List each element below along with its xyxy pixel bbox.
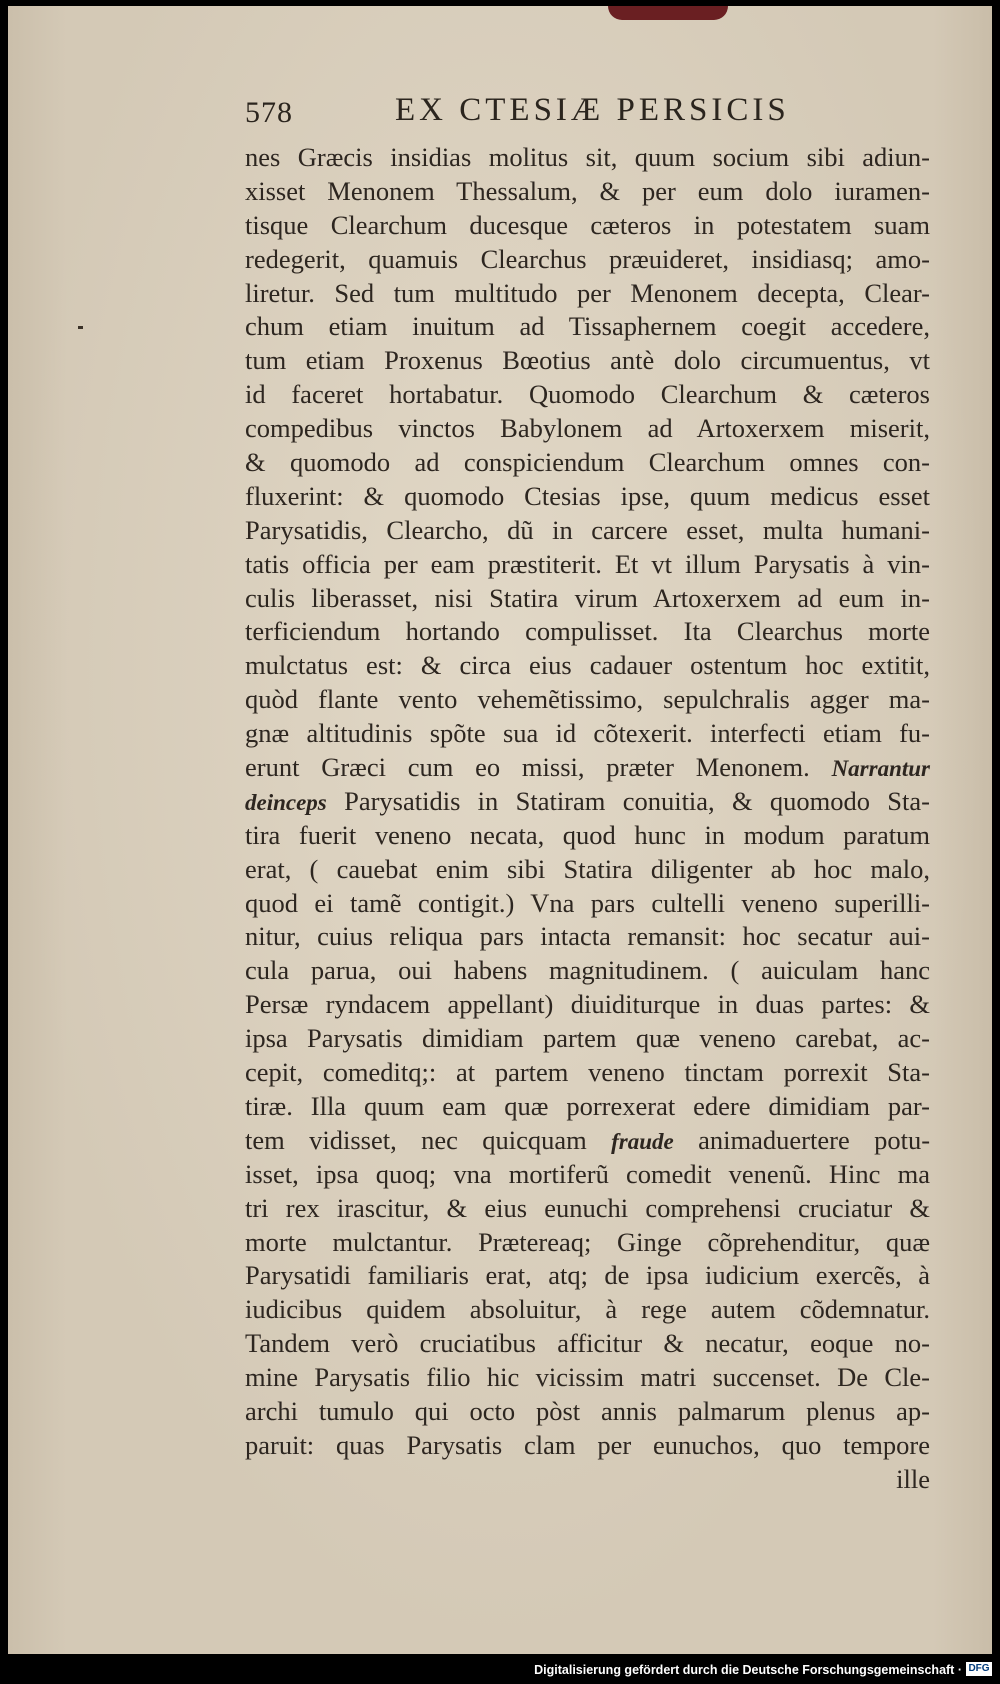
binding-stain: [608, 6, 728, 20]
text-line: paruit: quas Parysatis clam per eunuchos, quo tempore: [245, 1429, 930, 1460]
text-line: mine Parysatis filio hic vicissim matri succenset. De Cle-: [245, 1362, 930, 1393]
text-line: liretur. Sed tum multitudo per Menonem decepta, Clear-: [245, 277, 930, 308]
text-line: isset, ipsa quoq; vna mortiferũ comedit venenũ. Hinc ma: [245, 1158, 930, 1189]
text-line: mulctatus est: & circa eius cadauer ostentum hoc extitit,: [245, 650, 930, 681]
text-line: cepit, comeditq;: at partem veneno tinctam porrexit Sta-: [245, 1057, 930, 1088]
text-line: compedibus vinctos Babylonem ad Artoxerxem miserit,: [245, 413, 930, 444]
text-line: archi tumulo qui octo pòst annis palmarum plenus ap-: [245, 1395, 930, 1426]
text-line: nes Græcis insidias molitus sit, quum socium sibi adiun-: [245, 142, 930, 172]
body-text: [245, 141, 930, 1497]
italic-word: fraude: [611, 1128, 674, 1154]
italic-word: deinceps: [245, 789, 327, 815]
text-line: tiræ. Illa quum eam quæ porrexerat edere dimidiam par-: [245, 1090, 930, 1121]
text-line: terficiendum hortando compulisset. Ita Clearchus morte: [245, 616, 930, 647]
text-fragment: tem vidisset, nec quicquam: [245, 1124, 587, 1155]
funding-credit: Digitalisierung gefördert durch die Deutsche Forschungsgemeinschaft ·: [534, 1663, 962, 1677]
italic-word: Narrantur: [831, 756, 930, 782]
text-line: tri rex irascitur, & eius eunuchi comprehensi cruciatur &: [245, 1192, 930, 1223]
text-fragment: Parysatidis in Statiram conuitia, & quomodo Sta-: [344, 785, 930, 816]
text-line-with-italic: [245, 785, 930, 819]
text-line: Parysatidi familiaris erat, atq; de ipsa iudicium exercẽs, à: [245, 1260, 930, 1291]
text-line: Tandem verò cruciatibus afficitur & necatur, eoque no-: [245, 1328, 930, 1359]
text-line: chum etiam inuitum ad Tissaphernem coegit accedere,: [245, 311, 930, 342]
text-line-with-italic: [245, 1124, 930, 1158]
text-line: gnæ altitudinis spõte sua id cõtexerit. interfecti etiam fu-: [245, 718, 930, 749]
text-fragment: animaduertere potu-: [698, 1124, 931, 1155]
dfg-logo-icon: DFG: [966, 1662, 992, 1676]
text-line: redegerit, quamuis Clearchus præuideret, insidiasq; amo-: [245, 243, 930, 274]
text-line: morte mulctantur. Prætereaq; Ginge cõprehenditur, quæ: [245, 1226, 930, 1257]
text-line: nitur, cuius reliqua pars intacta remansit: hoc secatur aui-: [245, 921, 930, 952]
running-head: EX CTESIÆ PERSICIS: [395, 92, 790, 128]
text-line: erat, ( cauebat enim sibi Statira diligenter ab hoc malo,: [245, 853, 930, 884]
catchword: ille: [896, 1463, 930, 1494]
page-number: 578: [245, 96, 293, 129]
footer-bar: [0, 1658, 1000, 1684]
text-line: fluxerint: & quomodo Ctesias ipse, quum medicus esset: [245, 480, 930, 511]
text-line: xisset Menonem Thessalum, & per eum dolo iuramen-: [245, 175, 930, 206]
text-line: ipsa Parysatis dimidiam partem quæ veneno carebat, ac-: [245, 1023, 930, 1054]
text-line: cula parua, oui habens magnitudinem. ( auiculam hanc: [245, 955, 930, 986]
text-line: Parysatidis, Clearcho, dũ in carcere esset, multa humani-: [245, 514, 930, 545]
text-line: id faceret hortabatur. Quomodo Clearchum & cæteros: [245, 379, 930, 410]
text-line: quòd flante vento vehemẽtissimo, sepulchralis agger ma-: [245, 684, 930, 715]
text-line: & quomodo ad conspiciendum Clearchum omnes con-: [245, 447, 930, 478]
text-line: Persæ ryndacem appellant) diuiditurque in duas partes: &: [245, 989, 930, 1020]
text-line: culis liberasset, nisi Statira virum Artoxerxem ad eum in-: [245, 582, 930, 613]
text-line: tum etiam Proxenus Bœotius antè dolo circumuentus, vt: [245, 345, 930, 376]
text-line: tira fuerit veneno necata, quod hunc in modum paratum: [245, 819, 930, 850]
text-fragment: erunt Græci cum eo missi, præter Menonem.: [245, 752, 810, 783]
text-line: tisque Clearchum ducesque cæteros in potestatem suam: [245, 209, 930, 240]
text-line: quod ei tamẽ contigit.) Vna pars cultelli veneno superilli-: [245, 887, 930, 918]
page-header: [245, 92, 805, 132]
text-line: iudicibus quidem absoluitur, à rege autem cõdemnatur.: [245, 1294, 930, 1325]
text-line-with-margin-word: [245, 751, 930, 785]
ink-speck: [78, 326, 83, 329]
text-line: tatis officia per eam præstiterit. Et vt illum Parysatis à vin-: [245, 548, 930, 579]
